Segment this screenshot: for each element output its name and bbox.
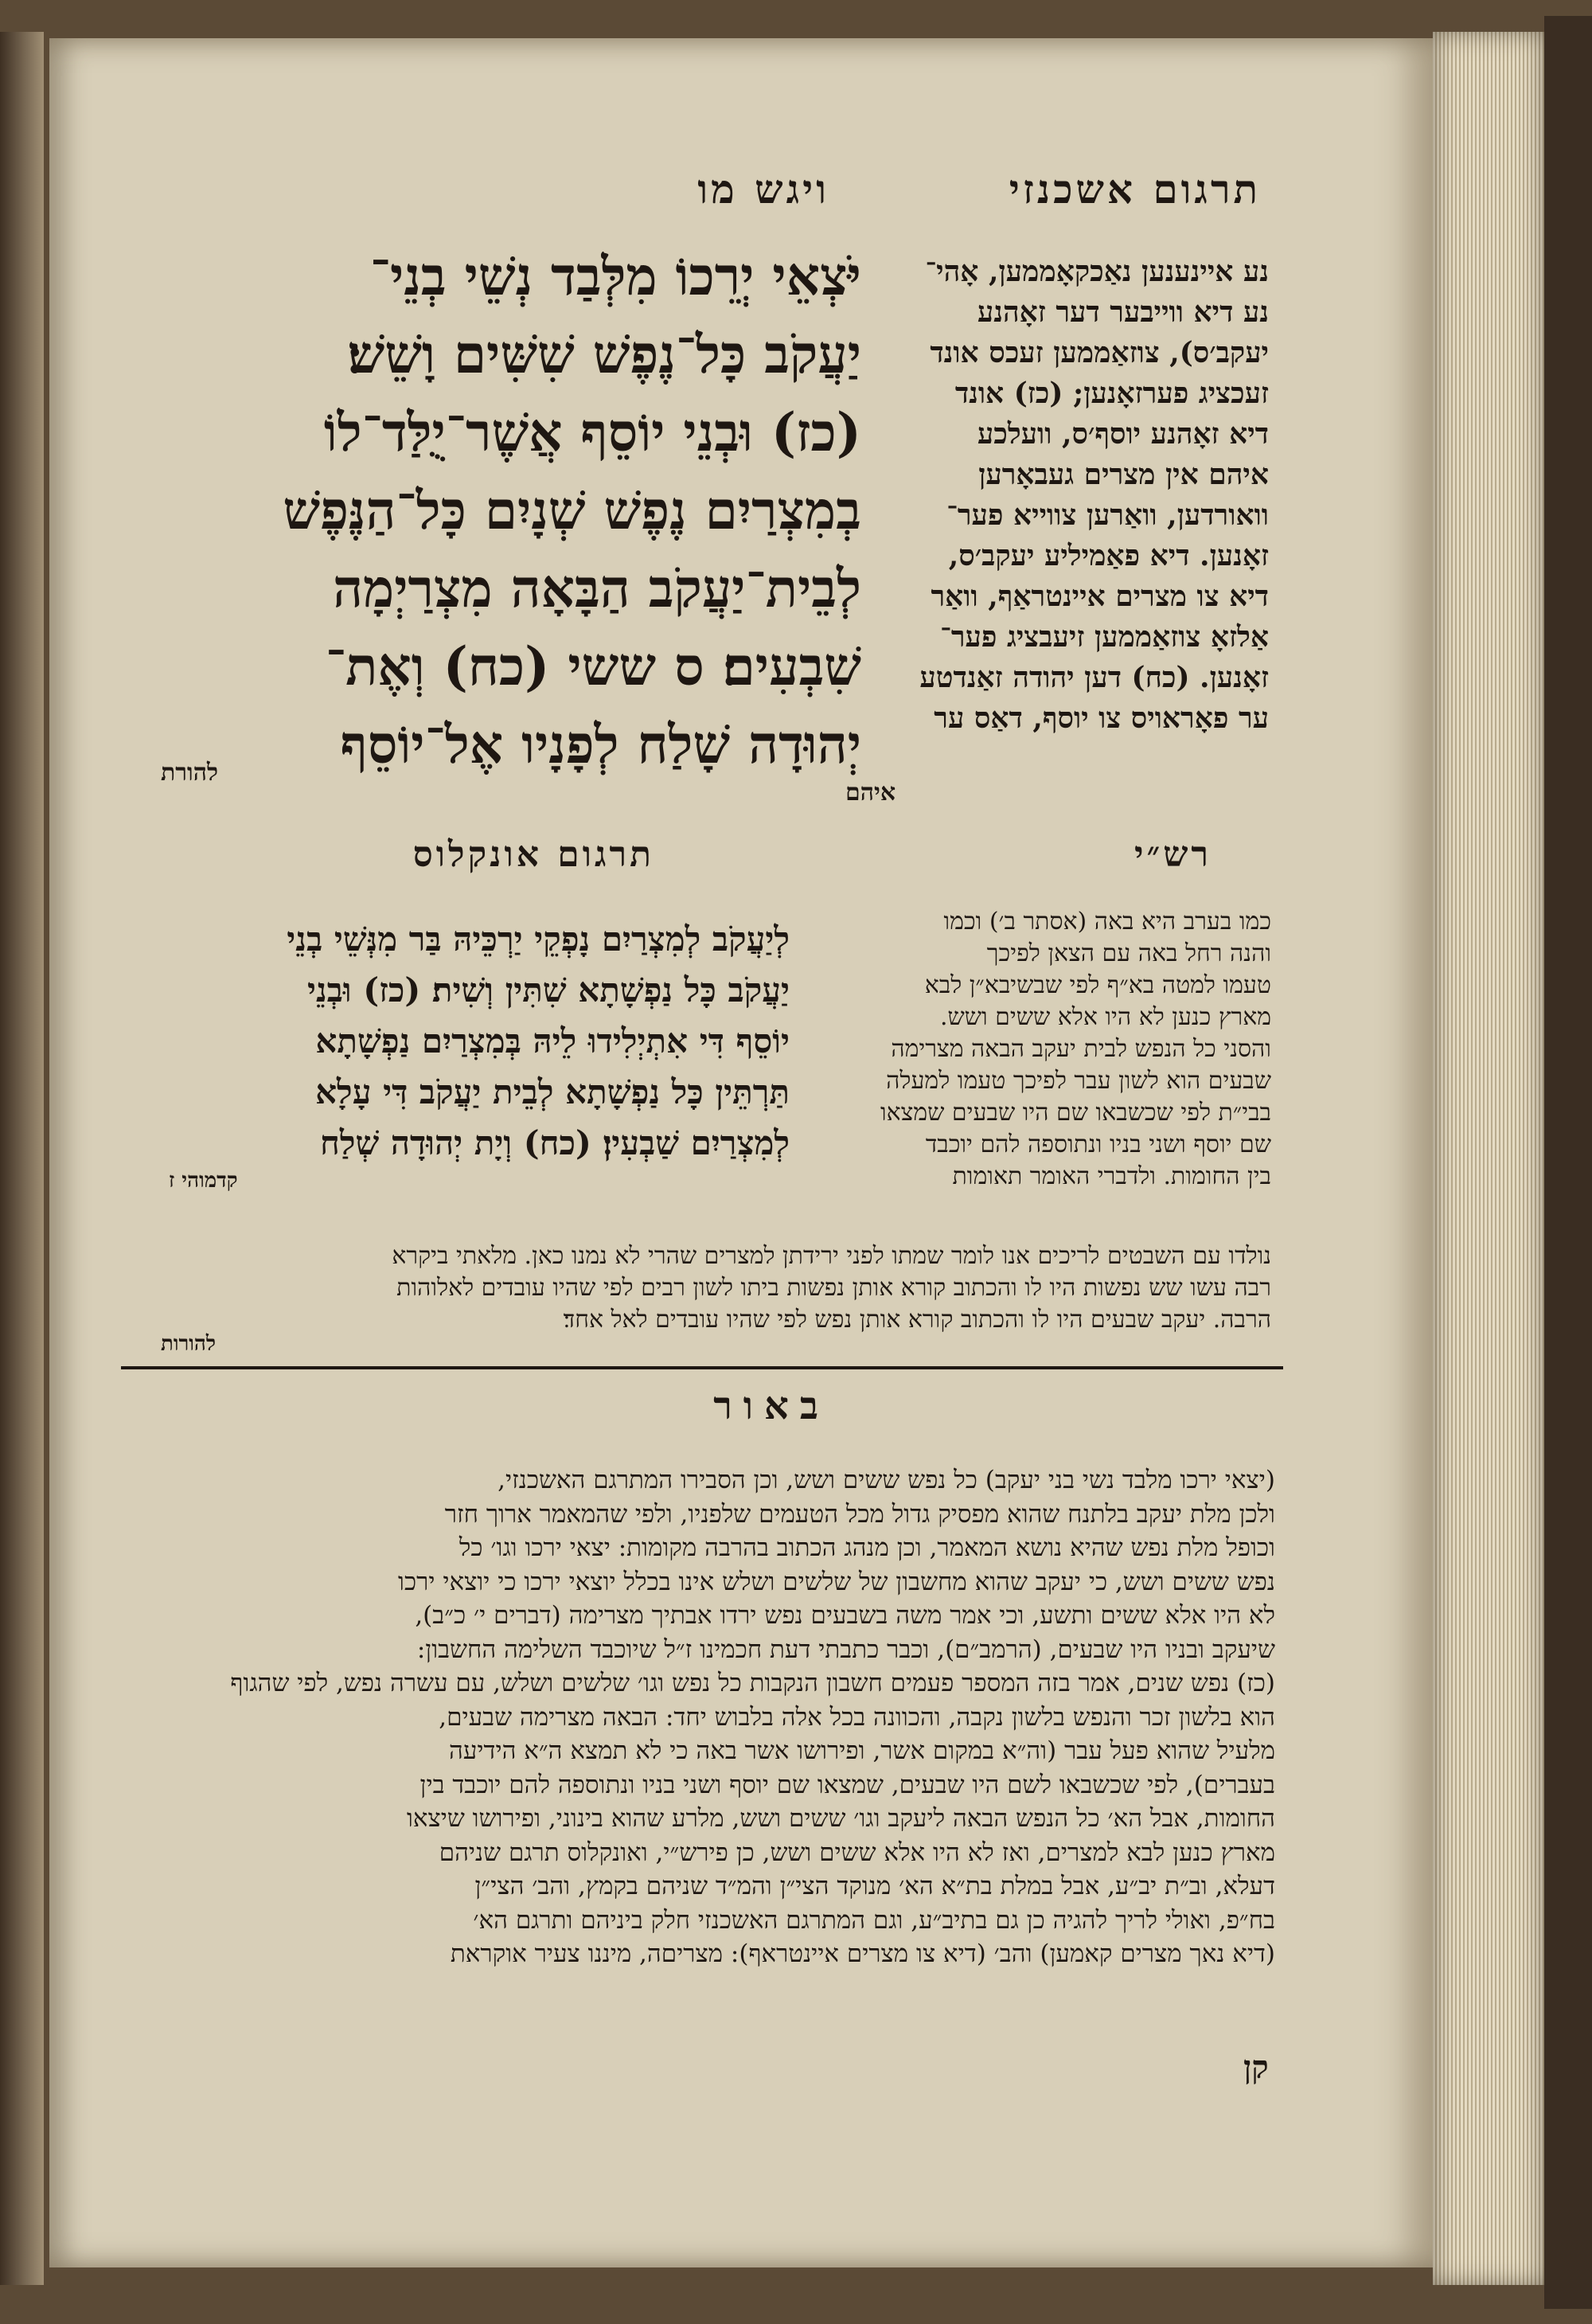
verse-line: (כז) וּבְנֵי יוֹסֵף אֲשֶׁר־יֻלַּד־לוֹ [323, 401, 861, 463]
verse-line: יַעֲקֹב כָּל־נֶפֶשׁ שִׁשִּׁים וָשֵׁשׁ׃ [347, 323, 861, 385]
book-page [49, 38, 1433, 2267]
page-block-edges [1433, 32, 1544, 2285]
yiddish-line: נע דיא ווייבער דער זאָהנע [977, 295, 1269, 329]
biur-line: מלעיל שהוא פעל עבר (וה״א במקום אשר, ופירושו אשר באה כי לא תמצא ה״א הידיעה [449, 1736, 1275, 1765]
rashi-line: והנה רחל באה עם הצאן לפיכך [986, 939, 1271, 967]
onkelos-line: לְמִצְרַיִם שַׁבְעִין׃ (כח) וְיָת יְהוּדָה שְׁלַח [320, 1123, 790, 1162]
rashi-line: והסני כל הנפש לבית יעקב הבאה מצרימה [891, 1035, 1271, 1063]
verse-catchword: להורת [161, 759, 218, 787]
rashi-line: מארץ כנען לא היו אלא ששים ושש. [939, 1003, 1271, 1031]
yiddish-line: אַלזאָ צוזאַממען זיעבציג פער־ [940, 620, 1269, 654]
rashi-catchword: להורות [161, 1332, 217, 1356]
yiddish-line: זאָנען. (כח) דען יהודה זאַנדטע [919, 661, 1269, 694]
biur-line: לא היו אלא ששים ותשע, וכי אמר משה בשבעים נפש ירדו אבתיך מצרימה (דברים י׳ כ״ב), [415, 1601, 1275, 1630]
left-page-edge [0, 32, 44, 2285]
rashi-line: בין החומות. ולדברי האומר תאומות [952, 1162, 1271, 1190]
header-parsha: ויגש מו [697, 166, 829, 213]
rashi-commentary-continued [201, 1240, 1271, 1336]
verse-line: יְהוּדָה שָׁלַח לְפָנָיו אֶל־יוֹסֵף [340, 713, 861, 775]
onkelos-line: תַּרְתֵּין כָּל נַפְשָׁתָא לְבֵית יַעֲקֹב דִּי עָלָא [315, 1072, 790, 1111]
biur-line: החומות, אבל הא׳ כל הנפש הבאה ליעקב וגו׳ ששים ושש, מלרע שהוא בינוני, ופירושו שיצאו [406, 1804, 1275, 1833]
section-divider [121, 1366, 1283, 1369]
biur-line: בח״פ, ואולי לריך להגיה כן גם בתיב״ע, וגם המתרגם האשכנזי חלק ביניהם ותרגם הא׳ [473, 1905, 1275, 1935]
rashi-line: הרבה. יעקב שבעים היו לו והכתוב קורא אותן נפש לפי שהיו עובדים לאל אחד׃ [563, 1306, 1271, 1334]
yiddish-line: דיא צו מצרים איינטראַף, וואַר [931, 580, 1269, 613]
rashi-line: שם יוסף ושני בניו ונתוספה להם יוכבד [925, 1131, 1271, 1158]
yiddish-line: יעקב׳ס), צוזאַממען זעכס אונד [930, 336, 1269, 369]
biur-line: וכופל מלת נפש שהיא נושא המאמר, וכן מנהג הכתוב בהרבה מקומות: יצאי ירכו וגו׳ כל [458, 1533, 1275, 1562]
header-targum-ashkenazi: תרגום אשכנזי [1009, 166, 1261, 213]
yiddish-line: ער פאָראויס צו יוסף, דאַס ער [934, 701, 1269, 735]
main-verse-text [145, 237, 861, 783]
header-rashi: רש״י [1134, 834, 1212, 875]
rashi-line: נולדו עם השבטים לריכים אנו לומר שמתו לפני ירידתן למצרים שהרי לא נמנו כאן. מלאתי ביקרא [392, 1242, 1271, 1270]
verse-line: בְמִצְרַיִם נֶפֶשׁ שְׁנָיִם כָּל־הַנֶּפֶשׁ [283, 479, 861, 541]
biur-line: (כז) נפש שנים, אמר בזה המספר פעמים חשבון הנקבות כל נפש וגו׳ שלשים ושלש, עם עשרה נפש, לפי שהגוף [230, 1669, 1275, 1697]
biur-line: נפש ששים ושש, כי יעקב שהוא מחשבון של שלשים ושלש אינו בכלל יוצאי ירכו כי יוצאי ירכו [398, 1567, 1275, 1596]
biur-line: (יצאי ירכו מלבד נשי בני יעקב) כל נפש ששים ושש, וכן הסבירו המתרגם האשכנזי, [498, 1466, 1275, 1494]
biur-line: מארץ כנען לבא למצרים, ואז לא היו אלא ששים ושש, כן פירש״י, ואונקלוס תרגם שניהם [439, 1838, 1275, 1867]
rashi-line: בבי״ת לפי שכשבאו שם היו שבעים שמצאו [880, 1099, 1271, 1127]
biur-line: שיעקב ובניו היו שבעים, (הרמב״ם), וכבר כתבתי דעת חכמינו ז״ל שיוכבד השלימה החשבון: [416, 1635, 1275, 1664]
rashi-line: טעמו למטה בא״ף לפי שבשיבא״ן לבא [924, 971, 1271, 999]
rashi-line: שבעים הוא לשון עבר לפיכך טעמו למעלה [886, 1067, 1271, 1095]
rashi-line: כמו בערב היא באה (אסתר ב׳) וכמו [943, 908, 1271, 935]
yiddish-translation [895, 252, 1269, 739]
onkelos-text [185, 914, 790, 1169]
page-signature: קן [1243, 2049, 1269, 2086]
yiddish-line: איהם אין מצרים געבאָרען [978, 458, 1269, 491]
biur-line: בעברים), לפי שכשבאו לשם היו שבעים, שמצאו שם יוסף ושני בניו ונתוספה להם יוכבד בין [419, 1770, 1275, 1799]
biur-line: (דיא נאך מצרים קאמען) והב׳ (דיא צו מצרים איינטראף): מצריםה, מיננו צעיר אוקראת [450, 1939, 1275, 1968]
yiddish-line: זעכציג פערזאָנען; (כז) אונד [954, 377, 1269, 410]
header-biur: באור [713, 1384, 829, 1428]
yiddish-line: זאָנען. דיא פאַמיליע יעקב׳ס, [948, 539, 1269, 572]
biur-line: דעלא, וב״ת יב״ע, אבל במלת בת״א הא׳ מנוקד הצי״ן והמ״ד שניהם בקמץ, והב׳ הצי״ן [474, 1872, 1275, 1900]
header-onkelos: תרגום אונקלוס [412, 834, 654, 875]
biur-line: הוא בלשון זכר והנפש בלשון נקבה, והכוונה בכל אלה בלבוש יחד: הבאה מצרימה שבעים, [439, 1702, 1275, 1732]
verse-line: לְבֵית־יַעֲקֹב הַבָּאָה מִצְרַיְמָה [333, 557, 861, 619]
verse-line: שִׁבְעִים׃ ס ששי (כח) וְאֶת־ [325, 635, 861, 697]
yiddish-line: נע איינענען נאַכקאָממען, אָהי־ [925, 255, 1269, 288]
yiddish-line: וואורדען, וואַרען צווייא פער־ [946, 498, 1269, 532]
yiddish-line: דיא זאָהנע יוסף׳ס, וועלכע [977, 417, 1269, 451]
book-cover [1544, 16, 1592, 2309]
yiddish-catchword: איהם [845, 779, 896, 807]
verse-line: יֹּצְאֵי יְרֵכוֹ מִלְּבַד נְשֵׁי בְנֵי־ [369, 245, 861, 307]
onkelos-line: יַעֲקֹב כָּל נַפְשָׁתָא שִׁתִּין וְשִׁית׃ (כז) וּבְנֵי [306, 971, 790, 1010]
onkelos-catchword: קדמוהי ז [169, 1169, 238, 1193]
biur-line: ולכן מלת יעקב בלתנח שהוא מפסיק גדול מכל הטעמים שלפניו, ולפי שהמאמר ארוך חזר [444, 1499, 1275, 1529]
onkelos-line: לְיַעֲקֹב לְמִצְרַיִם נָפְקֵי יַרְכֵּיהּ בַּר מִנְּשֵׁי בְנֵי [287, 920, 790, 959]
rashi-line: רבה עשו שש נפשות היו לו והכתוב קורא אותן נפשות ביתו לשון רבים לפי שהיו עובדים לאלוהות [396, 1274, 1271, 1302]
rashi-commentary [810, 906, 1271, 1193]
biur-commentary [161, 1463, 1275, 1971]
onkelos-line: יוֹסֵף דִּי אִתְיְלִידוּ לֵיהּ בְּמִצְרַיִם נַפְשָׁתָא [315, 1021, 790, 1060]
